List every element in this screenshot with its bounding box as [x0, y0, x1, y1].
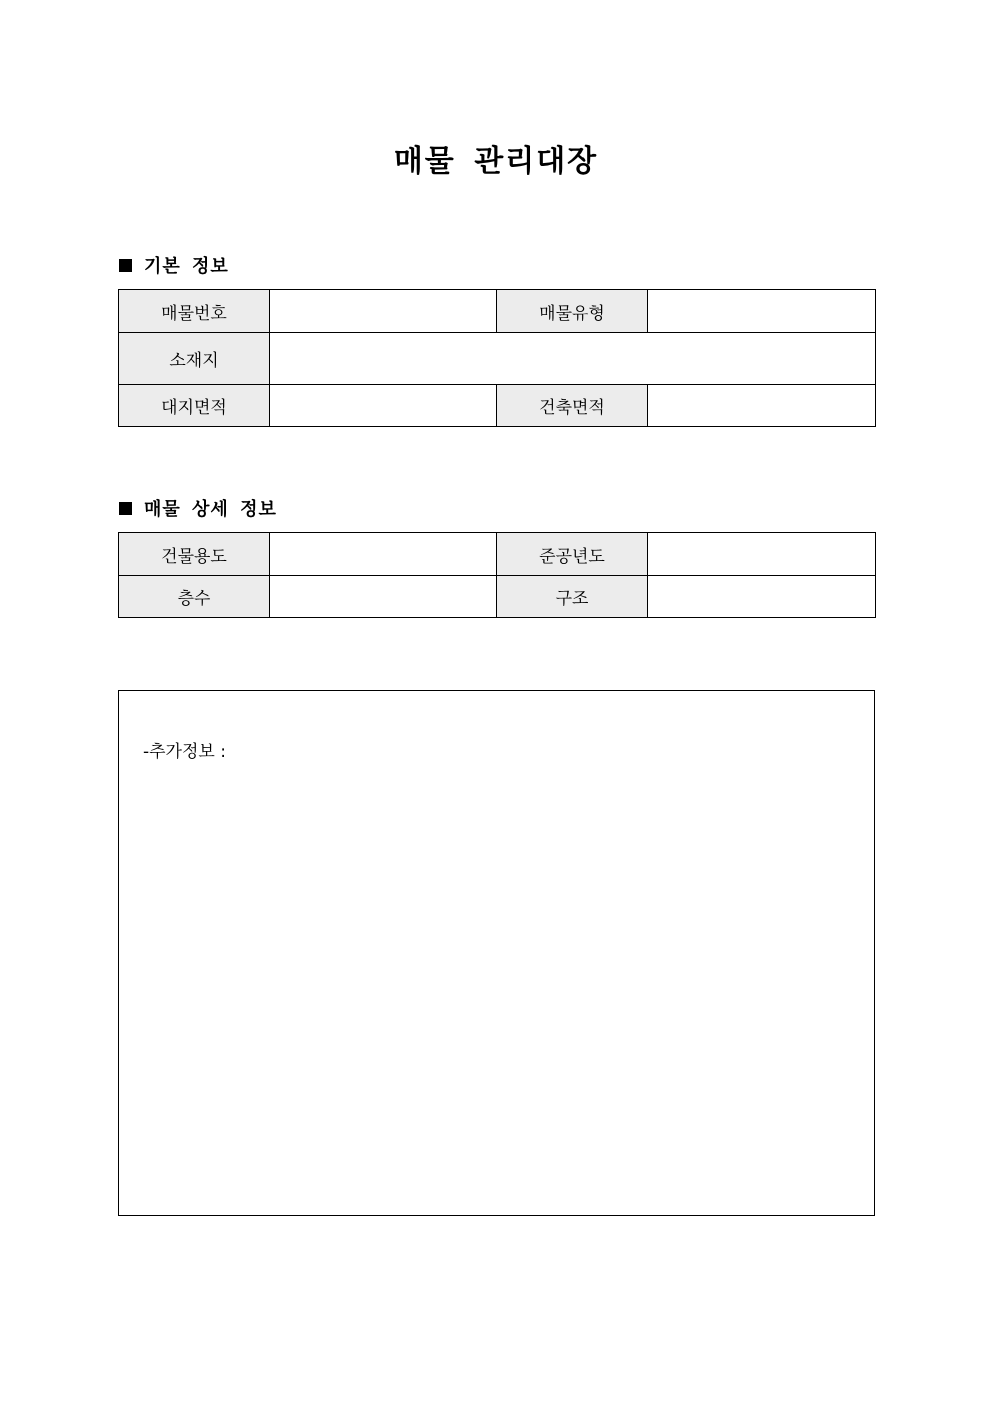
floors-label: 층수	[119, 576, 270, 618]
table-row	[119, 290, 876, 333]
table-row	[119, 533, 876, 576]
table-row	[119, 576, 876, 618]
detail-info-heading	[119, 496, 277, 520]
land-area-field[interactable]	[270, 385, 497, 427]
property-type-label: 매물유형	[497, 290, 648, 333]
property-number-field[interactable]	[270, 290, 497, 333]
building-area-label: 건축면적	[497, 385, 648, 427]
land-area-label: 대지면적	[119, 385, 270, 427]
completion-year-field[interactable]	[648, 533, 876, 576]
table-row	[119, 385, 876, 427]
location-field[interactable]	[270, 333, 876, 385]
square-bullet-icon	[119, 259, 132, 272]
square-bullet-icon	[119, 502, 132, 515]
page-title: 매물 관리대장	[393, 144, 599, 179]
building-use-label: 건물용도	[119, 533, 270, 576]
detail-info-heading-text: 매물 상세 정보	[144, 499, 277, 520]
table-row	[119, 333, 876, 385]
property-number-label: 매물번호	[119, 290, 270, 333]
basic-info-table	[118, 289, 876, 427]
property-type-field[interactable]	[648, 290, 876, 333]
basic-info-heading-text: 기본 정보	[144, 256, 229, 277]
structure-label: 구조	[497, 576, 648, 618]
building-use-field[interactable]	[270, 533, 497, 576]
structure-field[interactable]	[648, 576, 876, 618]
additional-info-box[interactable]	[118, 690, 875, 1216]
building-area-field[interactable]	[648, 385, 876, 427]
basic-info-heading	[119, 253, 229, 277]
additional-info-label: -추가정보 :	[143, 742, 226, 762]
completion-year-label: 준공년도	[497, 533, 648, 576]
floors-field[interactable]	[270, 576, 497, 618]
detail-info-table	[118, 532, 876, 618]
location-label: 소재지	[119, 333, 270, 385]
